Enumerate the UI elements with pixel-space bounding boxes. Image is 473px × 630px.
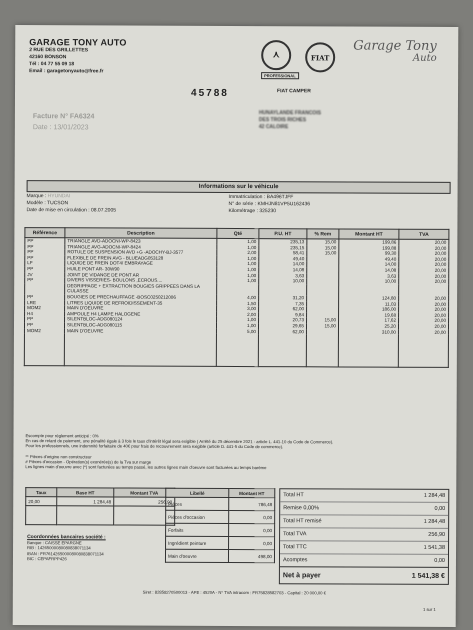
table-cell: [25, 283, 65, 294]
table-cell: MOM2: [24, 328, 64, 334]
vehicle-km: 325230: [259, 208, 277, 215]
table-cell: 20,00: [399, 273, 449, 279]
garage-brand-logo: [353, 38, 437, 65]
table-cell: 1,00: [217, 261, 259, 267]
table-cell: 29,65: [258, 323, 306, 329]
table-cell: 20,00: [399, 318, 449, 324]
note-origine: ** Pièces d'origine non constructeur: [25, 453, 92, 459]
tva-montant: 256,90: [114, 497, 175, 506]
table-cell: 14,08: [259, 267, 307, 273]
vehicle-immat: BA496TJFF: [266, 194, 294, 201]
table-cell: PP: [25, 244, 65, 250]
table-cell: 58,41: [259, 250, 307, 256]
table-cell: 4,00: [217, 295, 259, 301]
table-cell: 310,00: [338, 329, 398, 335]
acomptes-row: [280, 554, 448, 568]
table-cell: 15,00: [307, 239, 339, 245]
table-header: % Rem: [307, 229, 339, 239]
table-cell: PP: [25, 277, 65, 283]
remise-label: Remise 0,00%: [283, 505, 319, 512]
note-escompte: Escompte pour règlement anticipé : 0%: [25, 433, 99, 439]
libelle-table: [165, 488, 275, 563]
table-cell: 62,00: [258, 329, 306, 335]
table-cell: 14,08: [339, 267, 399, 273]
table-cell: MOM2: [25, 305, 65, 311]
tva-total-value: 256,90: [428, 531, 446, 538]
table-cell: MAIN D'OEUVRE: [65, 305, 217, 311]
table-cell: 20,00: [399, 239, 449, 245]
libelle-row: [166, 536, 275, 549]
bank-title: Coordonnées bancaires société :: [27, 534, 106, 541]
invoice-paper: [13, 25, 459, 627]
table-cell: 1,00: [217, 267, 259, 273]
client-line1: HUNAYLANDE FRANCOIS: [258, 110, 321, 117]
table-cell: LF: [25, 260, 65, 266]
note-pro: Pour les professionnels, une indemnité forfaitaire de 40€ pour frais de recouvrement sera exigible (article D. 441-5 du Code de commerce).: [25, 443, 284, 450]
vehicle-right: [228, 194, 448, 216]
table-cell: 2,00: [217, 250, 259, 256]
table-cell: 124,80: [339, 295, 399, 301]
libelle-row: [166, 523, 275, 536]
table-cell: 1,00: [216, 323, 258, 329]
acomptes-label: Acomptes: [282, 557, 308, 564]
client-line2: DES TROIS RICHES: [258, 117, 307, 124]
table-cell: 62,00: [259, 306, 307, 312]
table-cell: [307, 284, 339, 295]
table-cell: ROTULE DE SUSPENSION AVD +G -ADOCHY-BJ-3577: [65, 249, 217, 255]
brand-label: FIAT CAMPER: [277, 88, 311, 95]
invoice-label: Facture N° FA6324: [32, 113, 95, 121]
libelle-label: Main d'oeuvre: [165, 549, 228, 562]
company-address1: 2 RUE DES GRILLETTES: [29, 47, 89, 54]
table-cell: 1,00: [217, 245, 259, 251]
table-cell: 11,03: [339, 301, 399, 307]
invoice-lines: [24, 227, 450, 368]
table-cell: 10,00: [339, 279, 399, 285]
table-cell: [259, 284, 307, 295]
logo-professional-tag: PROFESSIONAL: [261, 72, 299, 79]
table-cell: PP: [25, 316, 65, 322]
table-cell: LIQUIDE DE FREIN DOT4/ EMBRAYAGE: [65, 261, 217, 267]
table-cell: 31,20: [259, 295, 307, 301]
vehicle-model: TUCSON: [47, 200, 69, 207]
libelle-amount: 0,00: [229, 510, 275, 523]
bank-rib: RIB : 14265000080080838071134: [27, 545, 91, 551]
table-cell: 14,00: [339, 262, 399, 268]
libelle-amount: 0,00: [229, 536, 275, 549]
vehicle-immat-label: Immatriculation :: [228, 193, 266, 201]
vehicle-km-label: Kilométrage :: [228, 207, 258, 215]
vehicle-left: [26, 193, 236, 215]
table-cell: 20,00: [399, 268, 449, 274]
table-cell: 20,00: [399, 312, 449, 318]
note-main-oeuvre: Les lignes main d'oeuvre avec (*) sont facturées au temps passé, les autres lignes main d'oeuvre sont facturées au temps barème: [25, 464, 267, 471]
table-cell: 7,35: [259, 301, 307, 307]
table-cell: 1,00: [217, 278, 259, 284]
tva-header-montant: Montant TVA: [114, 488, 175, 497]
table-cell: LRE: [25, 300, 65, 306]
table-cell: H4: [25, 311, 65, 317]
table-cell: 199,88: [339, 245, 399, 251]
table-header: Qté: [217, 228, 259, 238]
invoice-date: Date : 13/01/2023: [32, 124, 89, 132]
table-cell: SILENTBLOC-ADG080115: [64, 322, 216, 328]
table-cell: 25,20: [338, 323, 398, 329]
table-cell: PP: [25, 238, 65, 244]
table-cell: 1,00: [217, 256, 259, 262]
client-block: [259, 110, 321, 131]
ht-remise-label: Total HT remisé: [283, 518, 322, 525]
fiat-logo-icon: [305, 42, 335, 72]
total-ht-label: Total HT: [283, 492, 304, 499]
vehicle-info-title-box: [27, 180, 451, 194]
table-cell: 20,00: [399, 245, 449, 251]
page-number: 1 sur 1: [422, 606, 436, 612]
company-name: GARAGE TONY AUTO: [29, 37, 127, 48]
ht-remise-row: [280, 515, 448, 529]
tva-total-label: Total TVA: [283, 531, 307, 538]
tva-header-taux: Taux: [26, 488, 57, 497]
tva-taux: 20,00: [26, 497, 57, 506]
table-cell: 3,63: [339, 273, 399, 279]
table-cell: TRIANGLE AVG-ADOCNI-WP-8424: [65, 244, 217, 250]
table-cell: 49,40: [339, 256, 399, 262]
libelle-row: [166, 510, 275, 523]
table-cell: 20,00: [399, 301, 449, 307]
table-cell: 19,68: [339, 312, 399, 318]
table-cell: 5,00: [216, 328, 258, 334]
tva-header-base: Base HT: [57, 488, 114, 497]
bank-name: Banque : CAISSE EPARGNE: [27, 540, 82, 546]
table-cell: 2,00: [217, 312, 259, 318]
invoice-lines-table: [24, 227, 450, 368]
acomptes-value: 0,00: [434, 557, 445, 564]
company-address2: 42160 BONSON: [29, 54, 67, 61]
vehicle-circ: 08.07.2005: [90, 207, 117, 214]
libelle-amount: 498,00: [228, 549, 274, 562]
table-cell: FLEXIBLE DE FREIN AVG - BLUEADG053128: [65, 255, 217, 261]
table-cell: MAIN D'OEUVRE: [64, 328, 216, 334]
table-cell: BOUGIES DE PRECHAUFFAGE -BOSC0250212006: [65, 294, 217, 300]
table-cell: 20,00: [398, 329, 448, 335]
note-occasion: # Pièces d'occasion - Opération(s) exonérée(s) de la Tva sur marge: [25, 458, 152, 465]
table-cell: LITRES LIQUIDE DE REFROIDISSEMENT-35: [65, 300, 217, 306]
net-value: 1 541,38 €: [411, 572, 445, 580]
table-cell: DEGRIPPAGE + EXTRACTION BOUGIES GRIPPEES DANS LA CULASSE: [65, 283, 217, 295]
table-header: Description: [65, 228, 217, 239]
ht-remise-value: 1 284,48: [423, 518, 446, 525]
vehicle-info-title: Informations sur le véhicule: [198, 183, 279, 191]
bank-details: [27, 535, 106, 561]
table-cell: [217, 284, 259, 295]
libelle-label: Ingrédient peinture: [166, 536, 229, 549]
brand-sub: Auto: [412, 52, 437, 64]
table-cell: 235,13: [259, 239, 307, 245]
tva-base: 1 284,48: [57, 497, 114, 506]
net-label: Net à payer: [282, 571, 321, 579]
table-cell: 20,73: [259, 317, 307, 323]
table-cell: 15,00: [307, 318, 339, 324]
table-cell: TRIANGLE AVD-ADOCNI-WP-8423: [65, 238, 217, 245]
table-cell: PP: [25, 255, 65, 261]
client-line3: 42 CALOIRE: [258, 124, 289, 131]
table-cell: 15,00: [307, 250, 339, 256]
fiat-logo-text: FIAT: [310, 52, 330, 62]
chevron-logo-icon: ⋏: [261, 40, 291, 70]
libelle-label: Pièces: [166, 497, 229, 510]
table-cell: 20,00: [399, 262, 449, 268]
table-header: P.U. HT: [259, 229, 307, 239]
table-filler-row: [24, 333, 448, 367]
table-cell: 1,00: [217, 238, 259, 244]
table-cell: 3,63: [259, 273, 307, 279]
tva-table: [25, 487, 175, 526]
table-cell: 20,00: [399, 307, 449, 313]
table-cell: 15,00: [307, 245, 339, 251]
brand-main: Garage Tony: [353, 38, 437, 54]
table-header: Référence: [25, 228, 65, 238]
company-block: [29, 37, 127, 75]
ttc-label: Total TTC: [283, 544, 307, 551]
table-cell: SILENTBLOC-ADG080124: [65, 317, 217, 323]
ttc-row: [280, 541, 448, 555]
net-row: [280, 567, 448, 584]
table-cell: [339, 284, 399, 295]
citroen-logo: [261, 40, 299, 79]
company-phone: Tél : 04 77 55 09 18: [29, 61, 75, 68]
ttc-value: 1 541,38: [423, 544, 446, 551]
total-ht-value: 1 284,48: [423, 492, 446, 499]
table-cell: JOINT DE VIDANGE DE PONT AR: [65, 272, 217, 278]
total-ht-row: [280, 489, 448, 503]
libelle-amount: 0,00: [229, 523, 275, 536]
tva-total-row: [280, 528, 448, 542]
table-cell: 1,00: [217, 272, 259, 278]
libelle-box: [165, 488, 275, 563]
table-cell: [399, 284, 449, 295]
vehicle-serie-label: N° de série :: [228, 200, 257, 208]
table-cell: 17,62: [339, 318, 399, 324]
table-cell: 10,00: [259, 278, 307, 284]
table-cell: 15,00: [306, 323, 338, 329]
remise-value: 0,00: [434, 505, 446, 512]
table-cell: 49,40: [259, 256, 307, 262]
table-cell: 20,00: [399, 279, 449, 285]
vehicle-brand: HYUNDAI: [47, 193, 71, 200]
table-cell: 186,00: [339, 307, 399, 313]
table-cell: DIVERS VISSERIES- BOULONS ,ECROUS....: [65, 277, 217, 283]
table-cell: 20,00: [399, 251, 449, 257]
tva-box: [25, 487, 175, 526]
vehicle-model-label: Modèle :: [26, 200, 46, 207]
libelle-header: Libellé: [166, 488, 229, 497]
table-cell: 99,30: [339, 251, 399, 257]
table-cell: 3,00: [217, 306, 259, 312]
table-cell: PP: [25, 249, 65, 255]
footer-legal: Siret : 82858270500013 - APE : 4520A - N° TVA intracom : FR75828582703 - Capital : 20 000,00 €: [142, 589, 327, 596]
table-header: Montant HT: [339, 229, 399, 239]
table-cell: 20,00: [398, 324, 448, 330]
bank-bic: BIC : CEPAFRPP426: [26, 555, 67, 562]
vehicle-circ-label: Date de mise en circulation :: [26, 207, 90, 214]
table-cell: 14,00: [259, 261, 307, 267]
libelle-label: Pièces d'occasion: [166, 510, 229, 523]
table-cell: 20,00: [399, 296, 449, 302]
table-cell: PP: [25, 294, 65, 300]
table-cell: JV: [25, 272, 65, 278]
table-cell: 20,00: [399, 256, 449, 262]
vehicle-serie: KMHJN81VP5U162436: [257, 201, 311, 208]
libelle-header-montant: Montant HT: [229, 488, 275, 497]
table-cell: 235,15: [259, 245, 307, 251]
libelle-amount: 786,48: [229, 497, 275, 510]
remise-row: [280, 502, 448, 516]
libelle-row: [165, 549, 274, 562]
company-email: Email : garagetonyauto@free.fr: [29, 68, 104, 75]
document-number: 45788: [190, 87, 229, 99]
table-cell: 1,50: [217, 300, 259, 306]
table-header: TVA: [399, 229, 449, 239]
table-cell: 9,84: [259, 312, 307, 318]
note-retard: En cas de retard de paiement, une pénalité égale à 3 fois le taux d'intérêt légal sera exigible ( Arrêté du 25 décembre 2021 - article L. 441-10 du Code de Commerce).: [25, 438, 334, 445]
bank-iban: IBAN : FR7614265000080080838071134: [26, 550, 104, 557]
table-cell: PP: [24, 322, 64, 328]
libelle-row: [166, 497, 275, 510]
table-cell: HUILE PONT AR- 30W90: [65, 266, 217, 272]
totals-box: [279, 488, 449, 585]
vehicle-brand-label: Marque :: [26, 193, 47, 200]
libelle-label: Forfaits: [166, 523, 229, 536]
table-cell: 199,86: [339, 239, 399, 245]
table-cell: PP: [25, 266, 65, 272]
legal-notes: [25, 433, 449, 471]
table-cell: 1,00: [217, 317, 259, 323]
table-cell: AMPOULE H4 LAMPE HALOGENE: [65, 311, 217, 317]
